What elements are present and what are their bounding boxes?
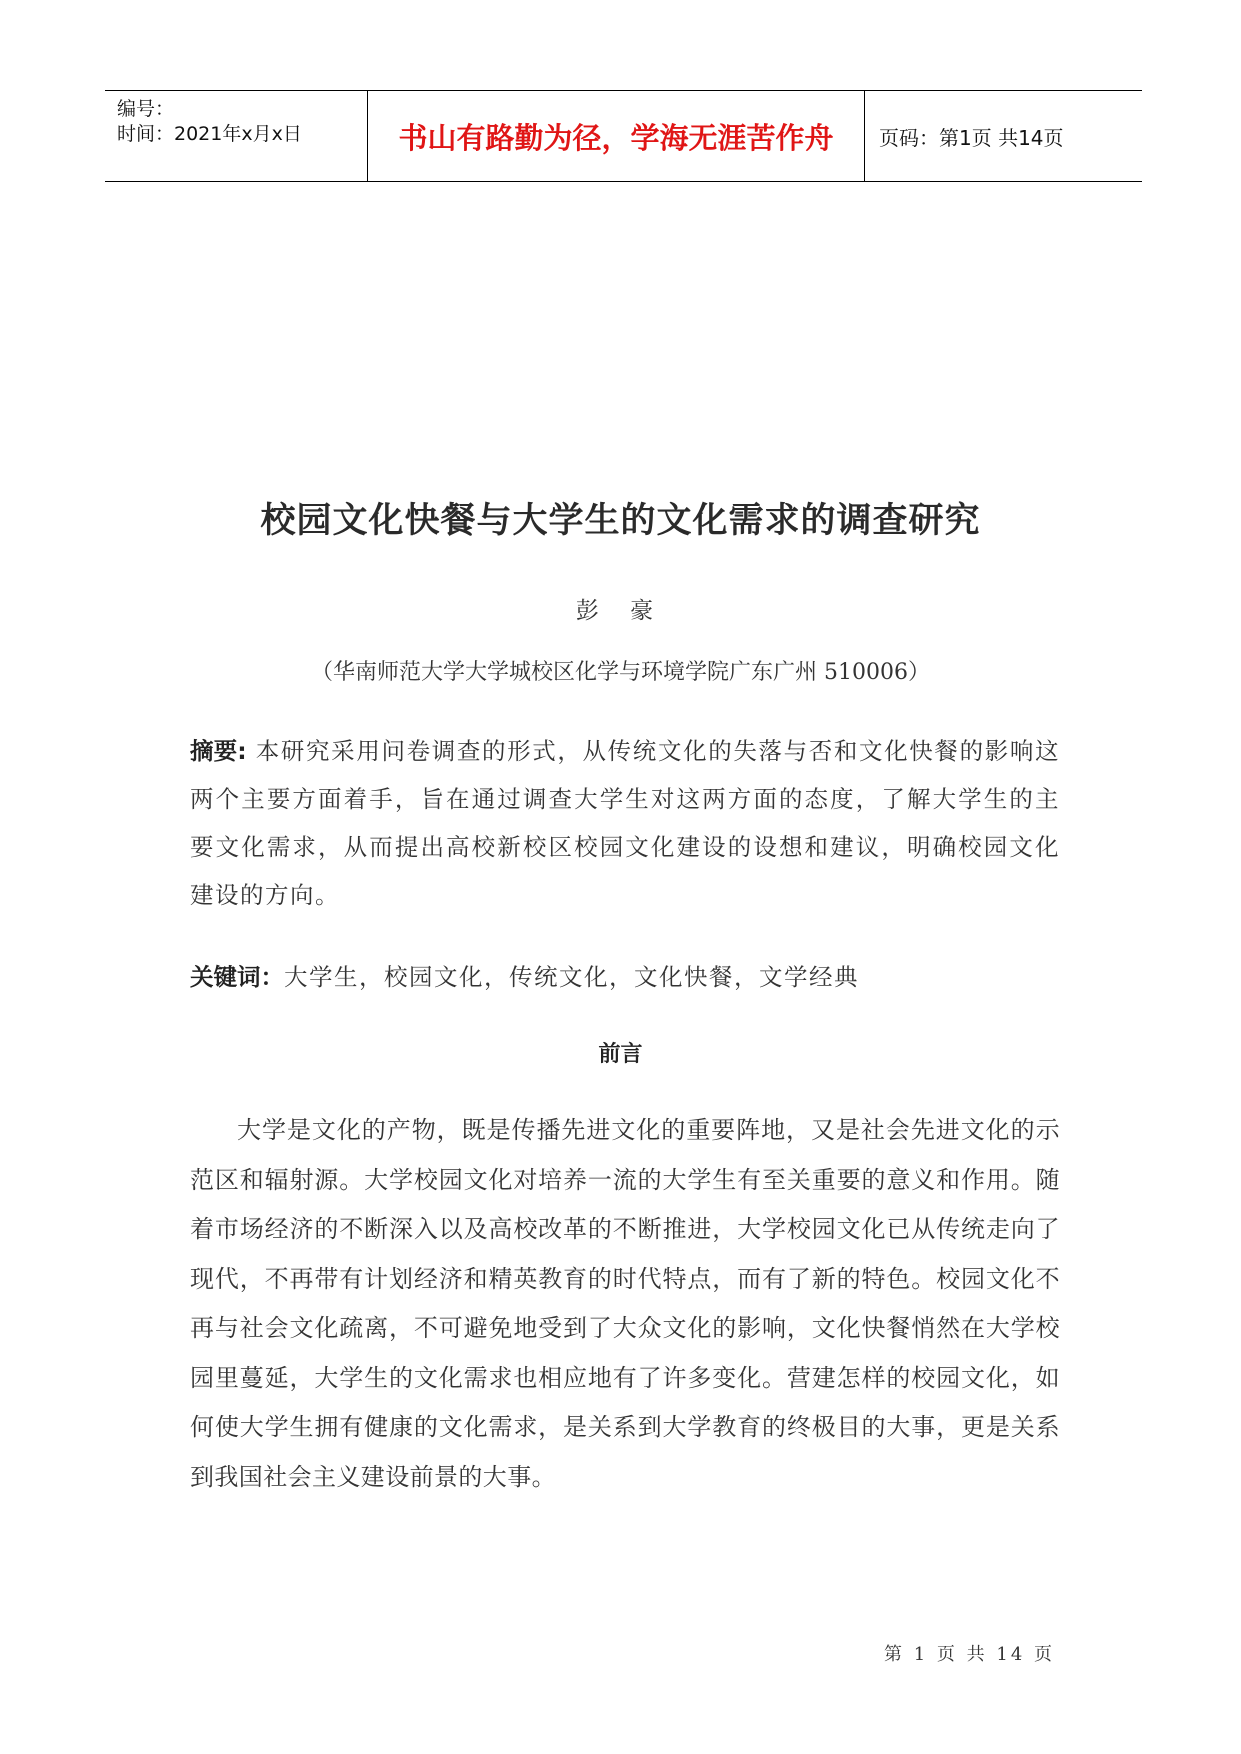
keywords-label: 关键词： [190, 963, 284, 991]
document-time-label: 时间：2021年x月x日 [117, 123, 302, 145]
keywords-text: 大学生，校园文化，传统文化，文化快餐，文学经典 [284, 963, 859, 991]
header-info-cell [105, 91, 368, 181]
header-motto-cell [368, 91, 865, 181]
header-page-code: 页码：第1页 共14页 [879, 125, 1064, 150]
intro-paragraph: 大学是文化的产物，既是传播先进文化的重要阵地，又是社会先进文化的示范区和辐射源。大学校园文化对培养一流的大学生有至关重要的意义和作用。随着市场经济的不断深入以及高校改革的不断推进，大学校园文化已从传统走向了现代，不再带有计划经济和精英教育的时代特点，而有了新的特色。校园文化不再与社会文化疏离，不可避免地受到了大众文化的影响，文化快餐悄然在大学校园里蔓延，大学生的文化需求也相应地有了许多变化。营建怎样的校园文化，如何使大学生拥有健康的文化需求，是关系到大学教育的终极目的大事，更是关系到我国社会主义建设前景的大事。 [190, 1116, 1060, 1491]
document-number-label: 编号： [117, 98, 175, 120]
abstract-text: 本研究采用问卷调查的形式，从传统文化的失落与否和文化快餐的影响这两个主要方面着手，旨在通过调查大学生对这两方面的态度，了解大学生的主要文化需求，从而提出高校新校区校园文化建设的设想和建议，明确校园文化建设的方向。 [190, 737, 1060, 909]
header-page-cell [865, 91, 1142, 181]
page-footer: 第 1 页 共 14 页 [884, 1644, 1055, 1665]
header-motto: 书山有路勤为径，学海无涯苦作舟 [398, 120, 834, 155]
section-heading-preface: 前言 [598, 1042, 643, 1067]
keywords-paragraph [190, 953, 1060, 1001]
paper-author: 彭 豪 [575, 598, 666, 624]
abstract-paragraph [190, 727, 1060, 919]
paper-affiliation: （华南师范大学大学城校区化学与环境学院广东广州 510006） [311, 660, 930, 685]
paper-title: 校园文化快餐与大学生的文化需求的调查研究 [260, 500, 981, 541]
abstract-label: 摘要: [190, 737, 247, 765]
document-header [105, 90, 1142, 182]
